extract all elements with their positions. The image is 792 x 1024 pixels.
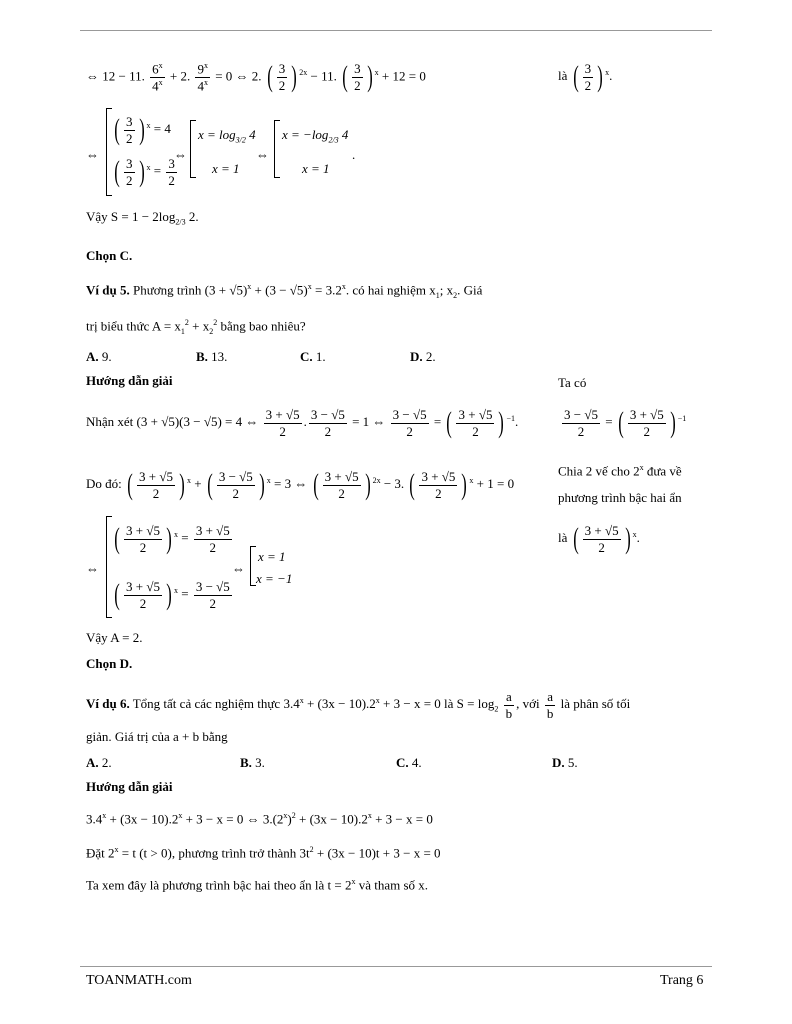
vd5-option-d: D. 2. <box>410 349 436 364</box>
vd6-option-b: B. 3. <box>240 755 265 770</box>
chia-line-1: Chia 2 vế cho 2$^x$ đưa về <box>558 463 682 479</box>
equivalence-symbol-5: ⇔ <box>232 561 245 576</box>
vd6-line-2: giản. Giá trị của a + b bằng <box>86 729 228 744</box>
equation-line-1: ⇔ 12 − 11. $\frac{6^x}{4^x}$ + 2. $\frac{9^x}{4^x}$ = 0 ⇔ 2. ( $\frac{3}{2}$ ) $^{2x}$ − 11. ( $\frac{3}{2}$ ) $^x$ + 12 = 0 <box>86 60 426 94</box>
chia-line-3: là ( $\frac{3 + √5}{2}$ ) $^x$. <box>558 522 640 556</box>
vd6-option-c: C. 4. <box>396 755 422 770</box>
block1-row-2: ( $\frac{3}{2}$ ) $^x$ = $\frac{3}{2}$ <box>114 155 175 189</box>
nhanxet-line: Nhận xét (3 + √5)(3 − √5) = 4 ⇔ $\frac{3 + √5}{2}$ . $\frac{3 - √5}{2}$ = 1 ⇔ $\frac{3 - √5}{2}$ = ( $\frac{3 + √5}{2}$ ) $^{-1}$. <box>86 406 519 440</box>
taco: Ta có <box>558 375 587 390</box>
vay-line-2: Vậy A = 2. <box>86 630 143 645</box>
vd5-option-a: A. 9. <box>86 349 112 364</box>
dodo-line: Do đó: ( $\frac{3 + √5}{2}$ ) $^x$ + ( $\frac{3 - √5}{2}$ ) $^x$ = 3 ⇔ ( $\frac{3 + √5}{2}$ ) $^{2x}$ − 3. ( $\frac{3 + √5}{2}$ ) $^x$ + 1 = 0 <box>86 468 515 502</box>
solution-b-2: x = 1 <box>302 161 330 176</box>
equivalence-symbol-4: ⇔ <box>86 561 99 576</box>
solution-bracket-b <box>274 120 280 178</box>
equivalence-symbol: ⇔ <box>86 147 99 162</box>
equivalence-symbol-3: ⇔ <box>256 147 269 162</box>
solution-2-b: x = −1 <box>256 571 293 586</box>
block1-row-1: ( $\frac{3}{2}$ ) $^x$ = 4 <box>114 113 171 147</box>
vd6-line: Ví dụ 6. Tổng tất cả các nghiệm thực $3.4^x + (3x - 10).2^x + 3 - x = 0$ là $S = \log_2$ $\frac{a}{b}$ , với $\frac{a}{b}$ là phân số tối <box>86 689 631 721</box>
vd5-option-b: B. 13. <box>196 349 228 364</box>
hdg-1: Hướng dẫn giải <box>86 373 173 388</box>
solution-a-1: $x = \log_{3/2} 4$ <box>198 127 256 145</box>
vd5-line: Ví dụ 5. Phương trình $(3 + √5)^x + (3 - √5)^x = 3.2^x$. có hai nghiệm $x_1$; $x_2$. Giá <box>86 282 483 300</box>
header-rule <box>80 30 712 31</box>
equivalence-symbol-2: ⇔ <box>174 147 187 162</box>
chon-c: Chọn C. <box>86 248 133 263</box>
chon-d: Chọn D. <box>86 656 133 671</box>
chia-line-2: phương trình bậc hai ẩn <box>558 490 682 505</box>
taxem-line: Ta xem đây là phương trình bậc hai theo ẩn là $t = 2^x$ và tham số x. <box>86 877 429 893</box>
solution-b-1: $x = -\log_{2/3}$ 4 <box>282 127 349 145</box>
solution-bracket-a <box>190 120 196 178</box>
vd6-option-a: A. 2. <box>86 755 112 770</box>
period: . <box>352 147 356 162</box>
vd6-option-d: D. 5. <box>552 755 578 770</box>
block2-row-2: ( $\frac{3 + √5}{2}$ ) $^x$ = $\frac{3 - √5}{2}$ <box>114 578 230 612</box>
side-note-1: là ( $\frac{3}{2}$ ) $^x$. <box>558 60 613 94</box>
vd5-line-2: trị biểu thức $A = x_1^2 + x_2^2$ bằng bao nhiêu? <box>86 318 306 336</box>
block2-row-1: ( $\frac{3 + √5}{2}$ ) $^x$ = $\frac{3 + √5}{2}$ <box>114 522 230 556</box>
taco-eq: $\frac{3 - √5}{2}$ = ( $\frac{3 + √5}{2}$ ) $^{-1}$ <box>564 406 687 440</box>
vay-line-1: Vậy $S = 1 - 2\log_{2/3}$ 2. <box>86 209 199 227</box>
eq6-line: $3.4^x + (3x - 10).2^x + 3 - x = 0$ ⇔ $3.(2^x)^2 + (3x - 10).2^x + 3 - x = 0$ <box>86 811 433 827</box>
solution-2-a: x = 1 <box>258 549 286 564</box>
dat-line: Đặt $2^x = t$ (t > 0), phương trình trở thành $3t^2 + (3x - 10)t + 3 - x = 0$ <box>86 845 441 861</box>
footer-page: Trang 6 <box>660 973 704 988</box>
footer-site: TOANMATH.com <box>86 973 192 988</box>
hdg-2: Hướng dẫn giải <box>86 779 173 794</box>
solution-a-2: x = 1 <box>212 161 240 176</box>
vd5-option-c: C. 1. <box>300 349 326 364</box>
footer-rule <box>80 966 712 967</box>
